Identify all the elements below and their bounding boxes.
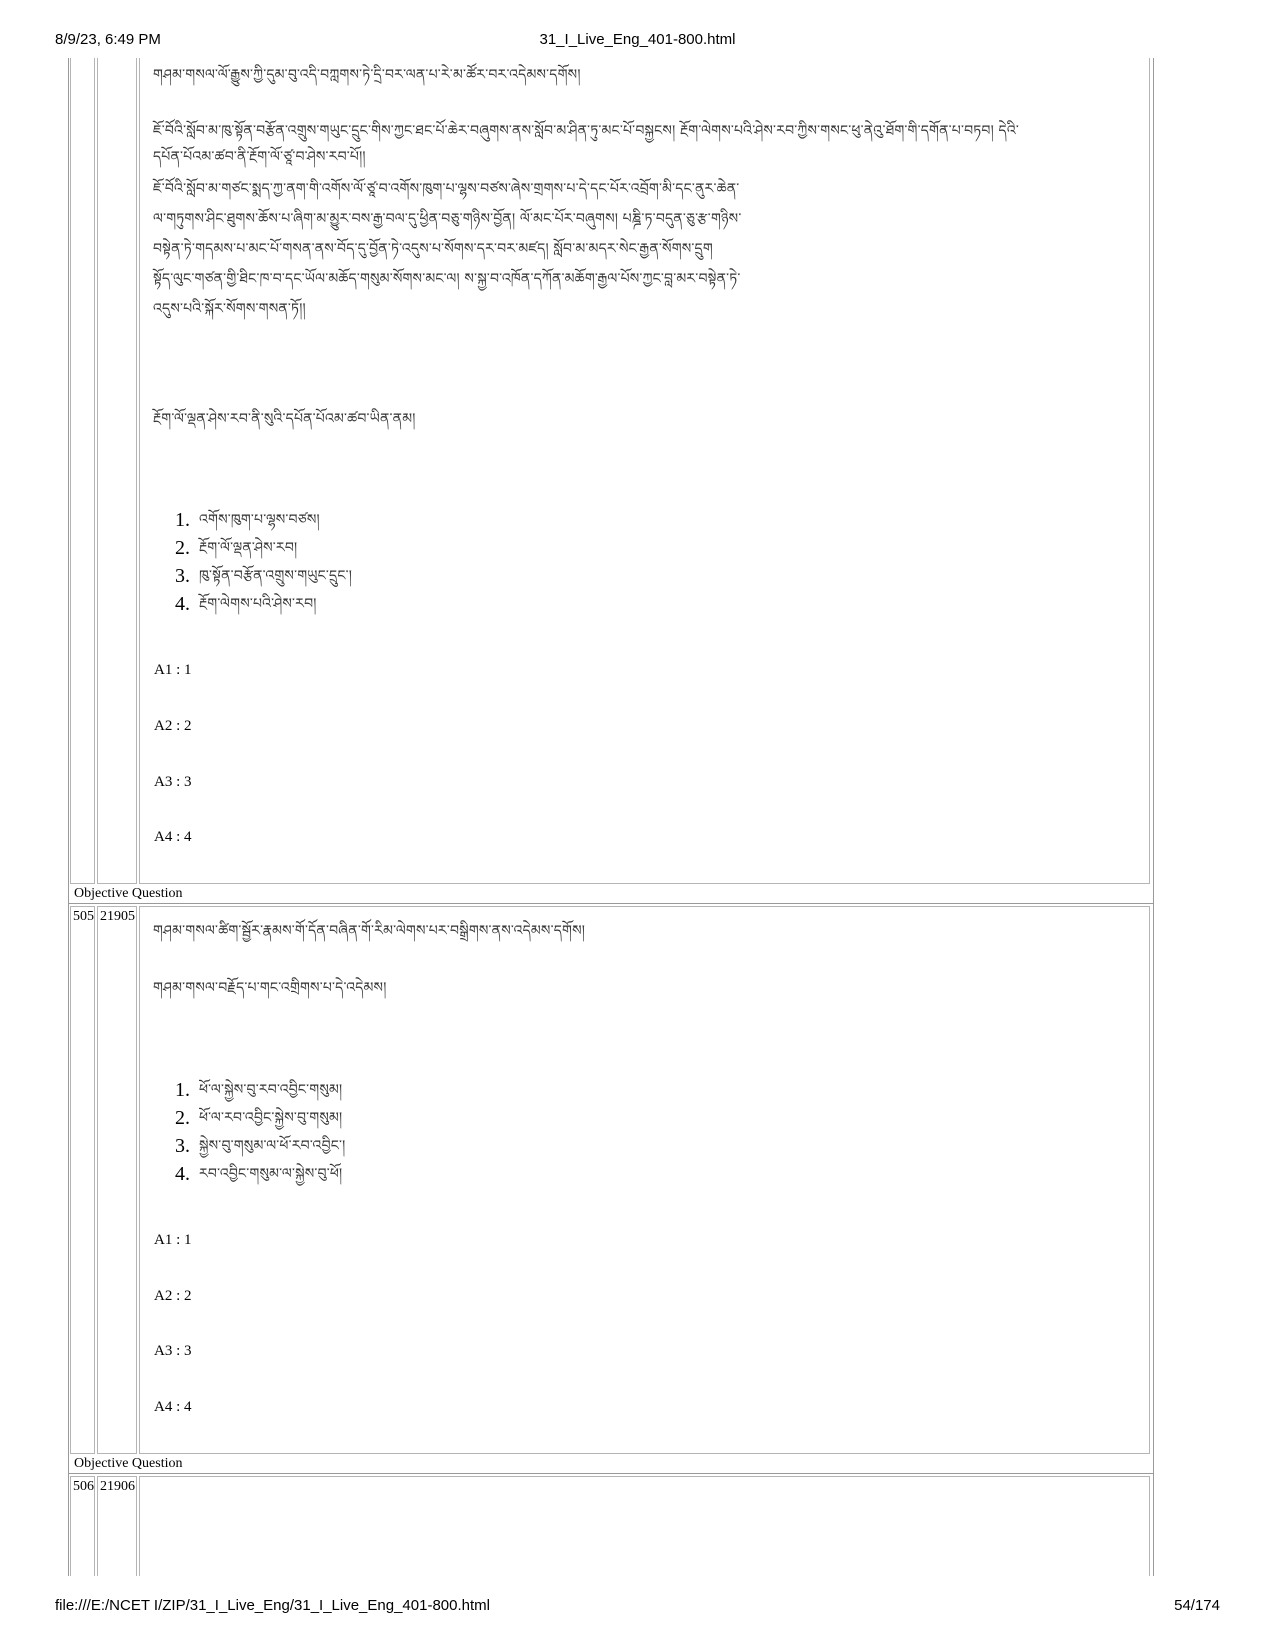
option-text: སྐྱེས་བུ་གསུམ་ལ་ཕོ་རབ་འབྱིང་།	[199, 1138, 346, 1154]
id-cell	[97, 1476, 137, 1576]
question-id: 21905	[100, 909, 135, 924]
answer-label: A2 : 2	[154, 718, 192, 734]
id-cell	[97, 906, 137, 1454]
passage-line: ལ་གཏུགས་ཤིང་ཐུགས་ཆོས་པ་ཞིག་མ་མྱུར་བས་རྒྱ་བལ་དུ་ཕྱིན་བཅུ་གཉིས་བྱོན། ལོ་མང་པོར་བཞུགས། པཎྜི་ཏ་བདུན་ཅུ་རྩ་གཉིས་	[153, 211, 742, 227]
print-file-path: file:///E:/NCET I/ZIP/31_I_Live_Eng/31_I_Live_Eng_401-800.html	[55, 1597, 490, 1614]
table-border-left	[68, 58, 69, 1576]
answer-label: A1 : 1	[154, 662, 192, 678]
passage-line: དཔོན་པོའམ་ཚབ་ནི་རྔོག་ལོ་ཙཱ་བ་ཤེས་རབ་པོ།།	[153, 149, 366, 165]
option-item: 4. རབ་འབྱིང་གསུམ་ལ་སྐྱེས་བུ་ཕོ།	[175, 1160, 345, 1188]
answer-label: A2 : 2	[154, 1288, 192, 1304]
number-cell	[70, 58, 95, 884]
passage-line: སྟོད་ལུང་གཙན་གྱི་ཐིང་ཁ་བ་དང་ཡོལ་མཆོད་གསུམ་སོགས་མང་ལ། ས་སྐྱ་བ་འཁོན་དཀོན་མཆོག་རྒྱལ་པོས་ཀྱང་བླ་མར་བསྟེན་ཏེ་	[153, 271, 741, 287]
print-page-number: 54/174	[1174, 1597, 1220, 1614]
option-text: རྔོག་ལེགས་པའི་ཤེས་རབ།	[199, 596, 317, 612]
question-text: རྔོག་ལོ་ལྡན་ཤེས་རབ་ནི་སུའི་དཔོན་པོའམ་ཚབ་ཡིན་ནམ།	[153, 411, 416, 427]
passage-line: ཇོ་བོའི་སློབ་མ་ཁུ་སྟོན་བརྩོན་འགྲུས་གཡུང་དྲུང་གིས་ཀྱང་ཐང་པོ་ཆེར་བཞུགས་ནས་སློབ་མ་ཤིན་ཏུ་མང་པོ་བསྐྱངས། རྔོག་ལེགས་པའི་ཤེས་རབ་ཀྱིས་གསང་ཕུ་ནེའུ་ཐོག་གི་དགོན་པ་བཏབ། དེའི་	[153, 123, 1020, 139]
content-cell	[139, 1476, 1150, 1576]
option-text: རྔོག་ལོ་ལྡན་ཤེས་རབ།	[199, 540, 298, 556]
question-instruction: གཤམ་གསལ་ཚིག་སྦྱོར་རྣམས་གོ་དོན་བཞིན་གོ་རིམ་ལེགས་པར་བསྒྲིགས་ནས་འདེམས་དགོས།	[153, 923, 586, 939]
option-text: རབ་འབྱིང་གསུམ་ལ་སྐྱེས་བུ་ཕོ།	[199, 1166, 343, 1182]
option-text: ཕོ་ལ་རབ་འབྱིང་སྐྱེས་བུ་གསུམ།	[199, 1110, 343, 1126]
option-item: 2. རྔོག་ལོ་ལྡན་ཤེས་རབ།	[175, 534, 352, 562]
option-text: འགོས་ཁུག་པ་ལྷས་བཙས།	[199, 512, 320, 528]
answer-label: A3 : 3	[154, 774, 192, 790]
question-number: 506	[73, 1479, 94, 1494]
row-divider	[68, 903, 1154, 904]
option-item: 2. ཕོ་ལ་རབ་འབྱིང་སྐྱེས་བུ་གསུམ།	[175, 1104, 345, 1132]
passage-line: ཇོ་བོའི་སློབ་མ་གཙང་སྨད་ཀྱ་ནག་གི་འགོས་ལོ་ཙཱ་བ་འགོས་ཁུག་པ་ལྷས་བཙས་ཞེས་གྲགས་པ་དེ་དང་པོར་འབྲོག་མི་དང་ནུར་ཆེན་	[153, 181, 740, 197]
question-type-label: Objective Question	[74, 886, 183, 901]
answer-label: A1 : 1	[154, 1232, 192, 1248]
row-divider	[68, 1473, 1154, 1474]
options-list	[175, 506, 352, 618]
answer-label: A4 : 4	[154, 829, 192, 845]
print-datetime: 8/9/23, 6:49 PM	[55, 31, 161, 48]
options-list	[175, 1076, 345, 1188]
option-item: 3. སྐྱེས་བུ་གསུམ་ལ་ཕོ་རབ་འབྱིང་།	[175, 1132, 345, 1160]
number-cell	[70, 906, 95, 1454]
option-item: 4. རྔོག་ལེགས་པའི་ཤེས་རབ།	[175, 590, 352, 618]
passage-line: འདུས་པའི་སྐོར་སོགས་གསན་ཏོ།།	[153, 301, 306, 317]
passage-intro: གཤམ་གསལ་ལོ་རྒྱུས་ཀྱི་དུམ་བུ་འདི་བཀླགས་ཏེ་དྲི་བར་ལན་པ་རེ་མ་ཚོར་བར་འདེམས་དགོས།	[153, 67, 581, 83]
passage-line: བསྟེན་ཏེ་གདམས་པ་མང་པོ་གསན་ནས་བོད་དུ་བྱོན་ཏེ་འདུས་པ་སོགས་དར་བར་མཛད། སློབ་མ་མདར་སེང་རྒྱན་སོགས་དྲུག	[153, 241, 713, 257]
number-cell	[70, 1476, 95, 1576]
question-type-label: Objective Question	[74, 1456, 183, 1471]
option-text: ཕོ་ལ་སྐྱེས་བུ་རབ་འབྱིང་གསུམ།	[199, 1082, 343, 1098]
print-title: 31_I_Live_Eng_401-800.html	[539, 31, 736, 48]
question-id: 21906	[100, 1479, 135, 1494]
answer-label: A4 : 4	[154, 1399, 192, 1415]
table-border-right	[1153, 58, 1154, 1576]
question-number: 505	[73, 909, 94, 924]
option-item: 1. ཕོ་ལ་སྐྱེས་བུ་རབ་འབྱིང་གསུམ།	[175, 1076, 345, 1104]
answer-label: A3 : 3	[154, 1343, 192, 1359]
id-cell	[97, 58, 137, 884]
option-item: 3. ཁུ་སྟོན་བརྩོན་འགྲུས་གཡུང་དྲུང་།	[175, 562, 352, 590]
option-text: ཁུ་སྟོན་བརྩོན་འགྲུས་གཡུང་དྲུང་།	[199, 568, 353, 584]
option-item: 1. འགོས་ཁུག་པ་ལྷས་བཙས།	[175, 506, 352, 534]
question-text: གཤམ་གསལ་བརྗོད་པ་གང་འགྲིགས་པ་དེ་འདེམས།	[153, 980, 387, 996]
